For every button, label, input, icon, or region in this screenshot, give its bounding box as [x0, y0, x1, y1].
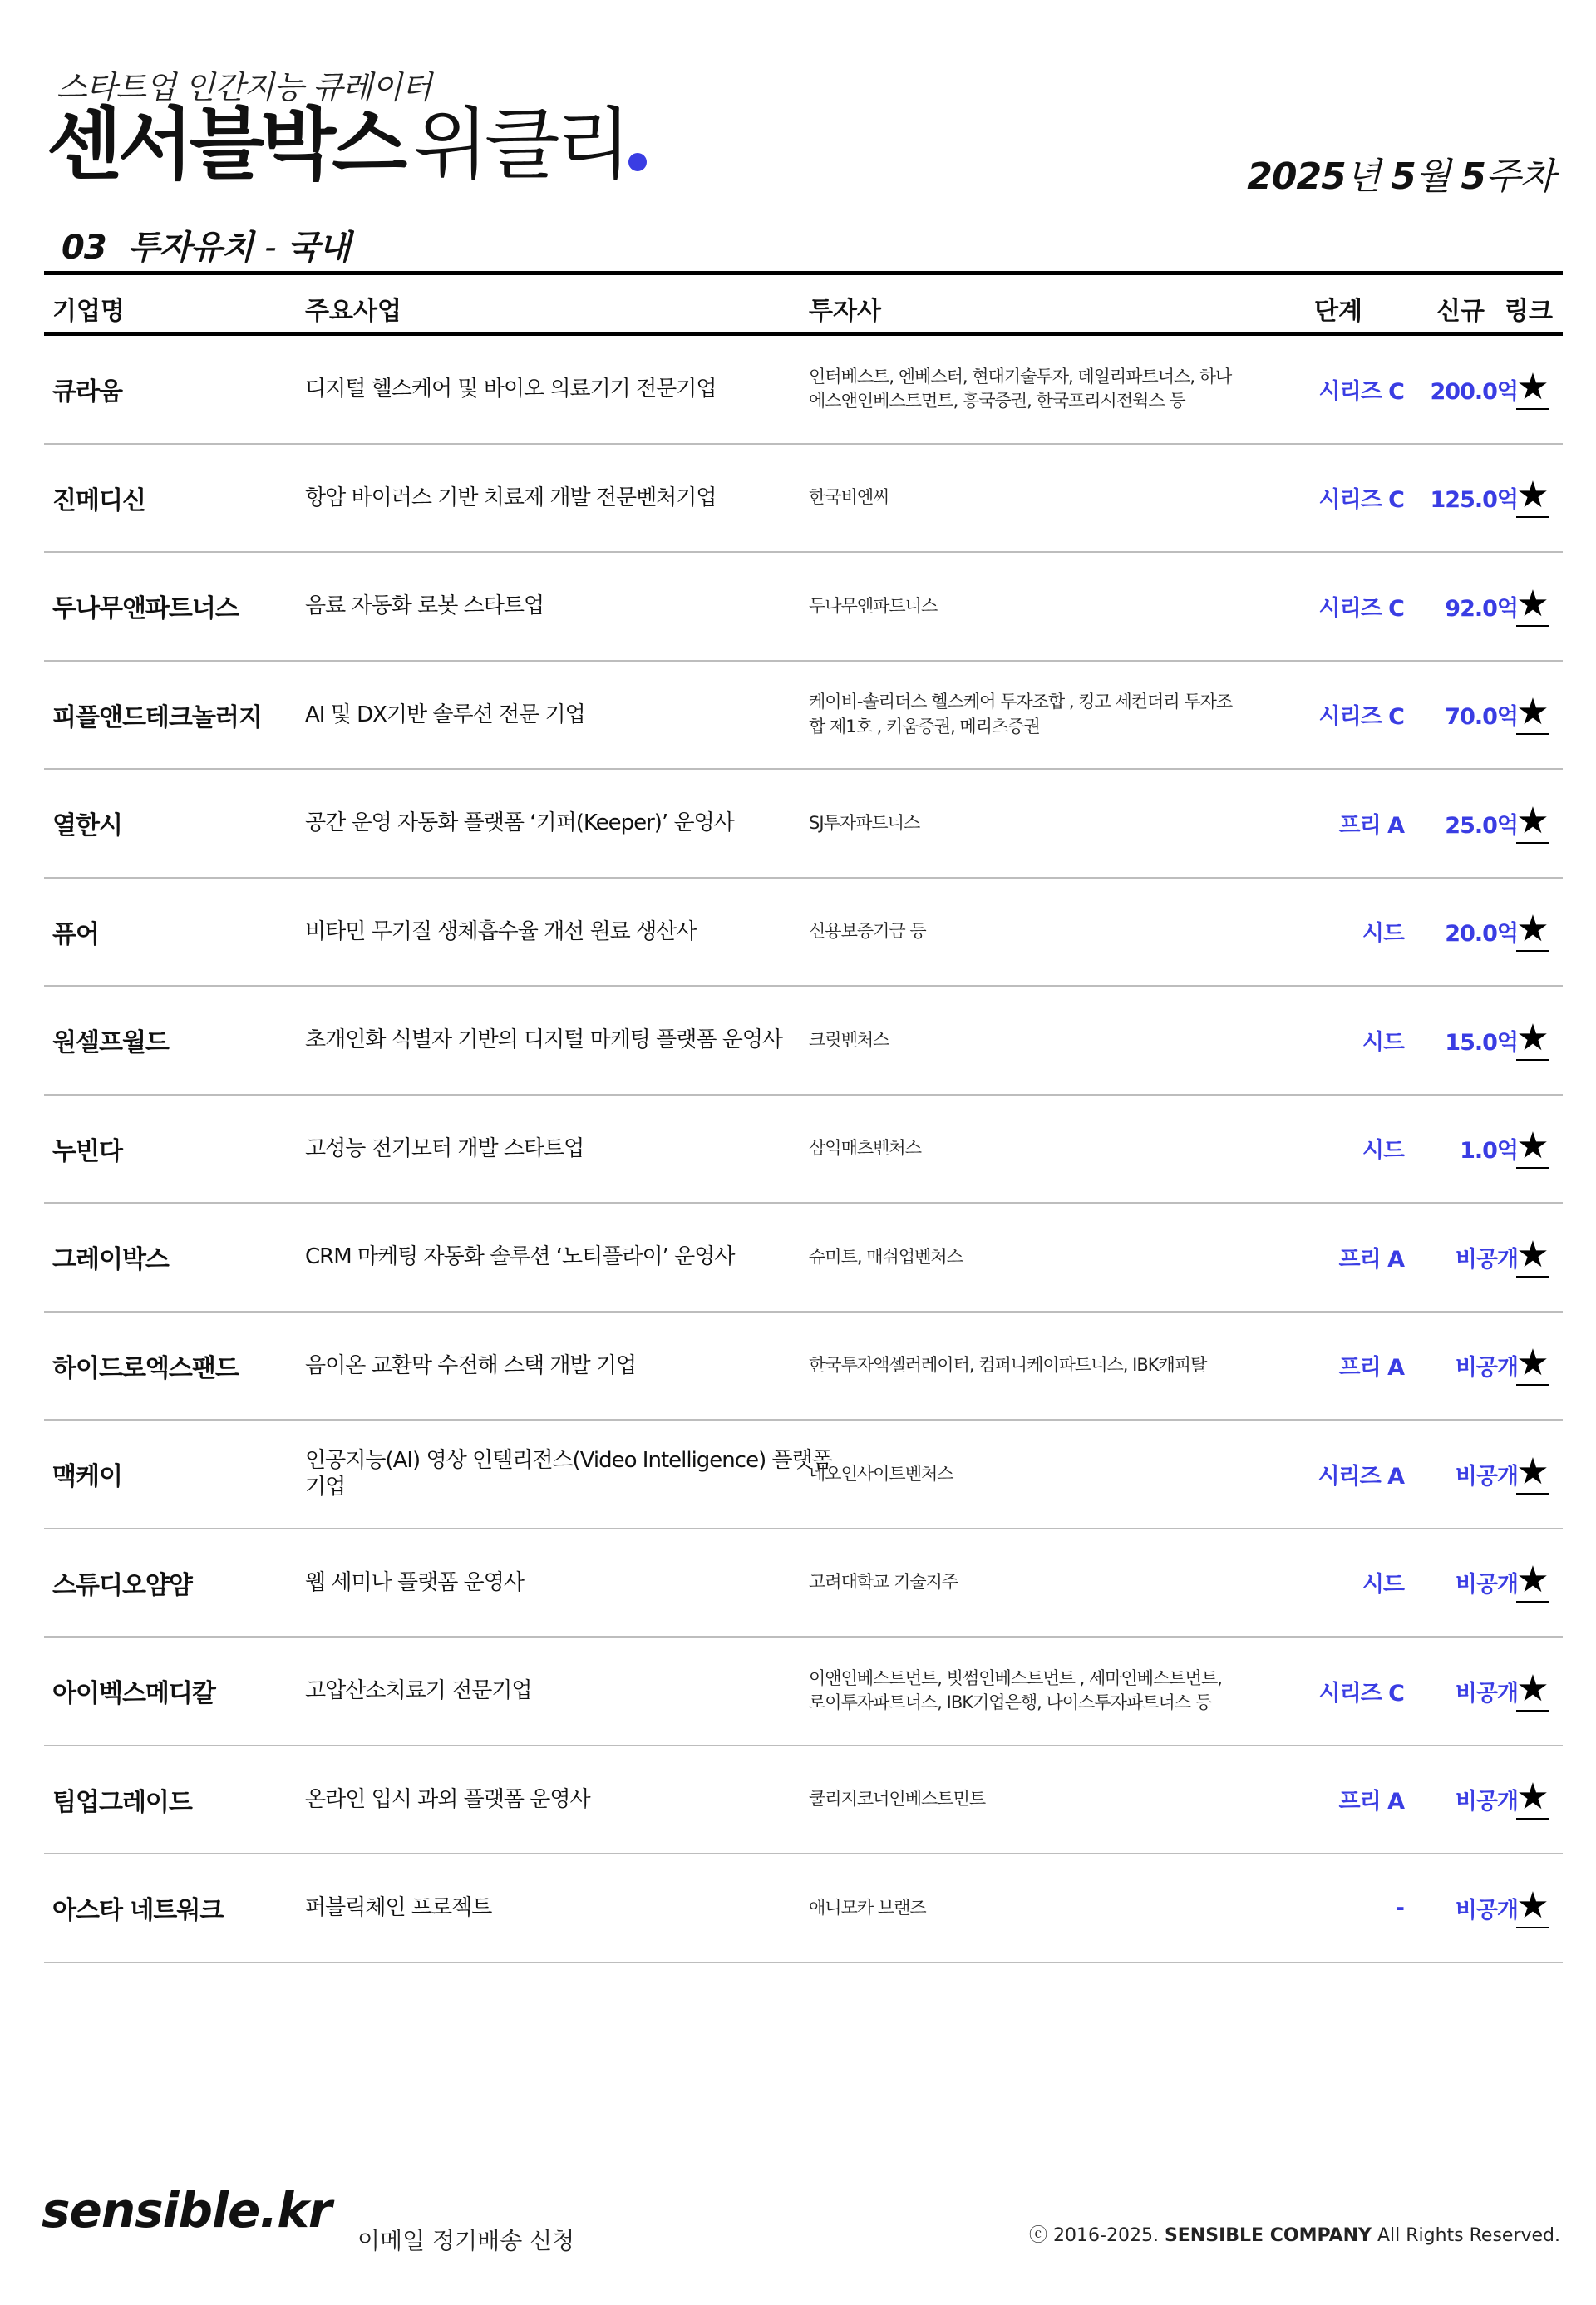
- investment-amount-text: 비공개: [1455, 1680, 1518, 1707]
- investment-amount: [1407, 445, 1518, 552]
- brand-dot-icon: [628, 153, 647, 171]
- business-description-text: 항암 바이러스 기반 치료제 개발 전문벤처기업: [305, 485, 717, 510]
- star-icon[interactable]: ★: [1516, 1667, 1549, 1710]
- table-row: [44, 1638, 1563, 1746]
- company-name-text: 큐라움: [52, 377, 122, 407]
- investment-amount-text: 비공개: [1455, 1463, 1518, 1490]
- business-description-text: 고성능 전기모터 개발 스타트업: [305, 1135, 584, 1161]
- link-cell: [1512, 770, 1554, 877]
- investment-stage: [1233, 662, 1404, 769]
- investment-amount-text: 비공개: [1455, 1572, 1518, 1598]
- investment-stage-text: 시드: [1362, 1029, 1404, 1056]
- business-description-text: CRM 마케팅 자동화 솔루션 ‘노티플라이’ 운영사: [305, 1244, 735, 1269]
- table-body: [44, 336, 1563, 1963]
- star-icon[interactable]: ★: [1516, 474, 1549, 517]
- investors-text: SJ투자파트너스: [809, 812, 920, 833]
- business-description-text: 인공지능(AI) 영상 인텔리전스(Video Intelligence) 플랫폼 기업: [305, 1447, 832, 1500]
- business-description-text: 공간 운영 자동화 플랫폼 ‘키퍼(Keeper)’ 운영사: [305, 810, 734, 835]
- investment-stage-text: 프리 A: [1338, 1789, 1404, 1815]
- investment-stage-text: 시드: [1362, 921, 1404, 948]
- table-row: [44, 1204, 1563, 1313]
- section-title: 투자유치: [127, 229, 254, 267]
- company-name: [52, 1746, 302, 1854]
- investment-amount: [1407, 1746, 1518, 1854]
- company-name: [52, 1096, 302, 1203]
- business-description: [305, 1638, 837, 1745]
- business-description: [305, 336, 837, 443]
- column-header-company: 기업명: [52, 297, 125, 326]
- investors: [809, 445, 1241, 552]
- business-description-text: 웹 세미나 플랫폼 운영사: [305, 1569, 524, 1595]
- week-month: 5: [1391, 155, 1416, 198]
- company-name-text: 열한시: [52, 811, 122, 841]
- business-description: [305, 1096, 837, 1203]
- investors-text: 신용보증기금 등: [809, 921, 926, 942]
- investors-text: 이앤인베스트먼트, 빗썸인베스트먼트 , 세마인베스트먼트, 로이투자파트너스, IBK기업은행, 나이스투자파트너스 등: [809, 1667, 1222, 1713]
- investment-amount: [1407, 1096, 1518, 1203]
- investment-stage: [1233, 987, 1404, 1094]
- business-description: [305, 1854, 837, 1962]
- star-icon[interactable]: ★: [1516, 1342, 1549, 1385]
- copyright: [1029, 2221, 1560, 2247]
- investment-stage: [1233, 1529, 1404, 1637]
- investment-amount: [1407, 770, 1518, 877]
- investors: [809, 1096, 1241, 1203]
- investment-amount-text: 비공개: [1455, 1246, 1518, 1273]
- investment-amount-text: 1.0억: [1460, 1138, 1518, 1165]
- link-cell: [1512, 1854, 1554, 1962]
- investment-amount: [1407, 662, 1518, 769]
- investment-amount-text: 15.0억: [1445, 1029, 1518, 1056]
- table-row: [44, 1746, 1563, 1855]
- investors-text: 삼익매츠벤처스: [809, 1138, 922, 1159]
- investors: [809, 770, 1241, 877]
- brand-title: [47, 100, 647, 190]
- week-month-suffix: 월: [1415, 155, 1461, 198]
- investment-stage-text: 시리즈 C: [1318, 1680, 1404, 1707]
- investors: [809, 1638, 1241, 1745]
- link-cell: [1512, 1421, 1554, 1528]
- investment-stage-text: 시리즈 C: [1318, 595, 1404, 622]
- star-icon[interactable]: ★: [1516, 1016, 1549, 1059]
- investment-stage: [1233, 336, 1404, 443]
- table-row: [44, 553, 1563, 662]
- column-header-link: 링크: [1505, 297, 1553, 326]
- table-row: [44, 1421, 1563, 1529]
- business-description: [305, 1421, 837, 1528]
- company-name: [52, 770, 302, 877]
- table-row: [44, 445, 1563, 554]
- investment-stage: [1233, 445, 1404, 552]
- business-description: [305, 770, 837, 877]
- link-cell: [1512, 1313, 1554, 1420]
- investors: [809, 553, 1241, 660]
- business-description-text: 초개인화 식별자 기반의 디지털 마케팅 플랫폼 운영사: [305, 1027, 783, 1052]
- company-name: [52, 662, 302, 769]
- business-description: [305, 553, 837, 660]
- investors-text: 쿨리지코너인베스트먼트: [809, 1789, 986, 1810]
- week-number: 5: [1461, 155, 1485, 198]
- investment-stage: [1233, 1854, 1404, 1962]
- investment-amount-text: 비공개: [1455, 1897, 1518, 1923]
- investment-amount-text: 비공개: [1455, 1355, 1518, 1382]
- investment-amount: [1407, 987, 1518, 1094]
- investors-text: 네오인사이트벤처스: [809, 1463, 953, 1484]
- investment-stage-text: 프리 A: [1338, 1246, 1404, 1273]
- star-icon[interactable]: ★: [1516, 1884, 1549, 1927]
- table-row: [44, 336, 1563, 445]
- company-name: [52, 1313, 302, 1420]
- business-description: [305, 1313, 837, 1420]
- table-row: [44, 1313, 1563, 1421]
- business-description-text: 고압산소치료기 전문기업: [305, 1678, 532, 1703]
- investment-amount-text: 20.0억: [1445, 921, 1518, 948]
- column-header-amount: 신규: [1436, 297, 1485, 326]
- business-description-text: 온라인 입시 과외 플랫폼 운영사: [305, 1786, 590, 1812]
- section-dash: -: [264, 229, 276, 267]
- link-cell: [1512, 1529, 1554, 1637]
- star-icon[interactable]: ★: [1516, 1559, 1549, 1602]
- investment-amount-text: 비공개: [1455, 1789, 1518, 1815]
- copyright-prefix: ⓒ 2016-2025.: [1029, 2225, 1159, 2246]
- link-cell: [1512, 336, 1554, 443]
- company-name: [52, 987, 302, 1094]
- copyright-company: SENSIBLE COMPANY: [1164, 2225, 1372, 2246]
- investors: [809, 662, 1241, 769]
- tagline: 스타트업 인간지능 큐레이터: [57, 69, 431, 106]
- investment-amount-text: 25.0억: [1445, 812, 1518, 839]
- star-icon[interactable]: ★: [1516, 1125, 1549, 1168]
- investment-stage: [1233, 1313, 1404, 1420]
- investment-stage: [1233, 879, 1404, 986]
- investment-stage: [1233, 1638, 1404, 1745]
- investment-stage-text: 시드: [1362, 1572, 1404, 1598]
- investment-amount: [1407, 1204, 1518, 1311]
- star-icon[interactable]: ★: [1516, 1776, 1549, 1819]
- link-cell: [1512, 987, 1554, 1094]
- link-cell: [1512, 553, 1554, 660]
- investors: [809, 336, 1241, 443]
- investors-text: 고려대학교 기술지주: [809, 1572, 958, 1593]
- company-name-text: 스튜디오얌얌: [52, 1570, 192, 1600]
- table-row: [44, 879, 1563, 988]
- company-name: [52, 553, 302, 660]
- company-name-text: 하이드로엑스팬드: [52, 1353, 239, 1383]
- investment-stage-text: 시리즈 C: [1318, 487, 1404, 514]
- business-description: [305, 879, 837, 986]
- company-name-text: 진메디신: [52, 485, 145, 515]
- business-description: [305, 987, 837, 1094]
- column-header-investors: 투자사: [809, 297, 881, 326]
- investment-amount: [1407, 1529, 1518, 1637]
- investors: [809, 1529, 1241, 1637]
- investors: [809, 1746, 1241, 1854]
- investors: [809, 1204, 1241, 1311]
- business-description-text: AI 및 DX기반 솔루션 전문 기업: [305, 702, 585, 727]
- company-name: [52, 1854, 302, 1962]
- investment-stage: [1233, 1204, 1404, 1311]
- star-icon[interactable]: ★: [1516, 691, 1549, 734]
- investment-stage: [1233, 770, 1404, 877]
- section-number: 03: [62, 229, 106, 267]
- subscribe-link[interactable]: 이메일 정기배송 신청: [357, 2227, 575, 2254]
- investors-text: 케이비-솔리더스 헬스케어 투자조합 , 킹고 세컨더리 투자조합 제1호 , 키움증권, 메리츠증권: [809, 692, 1233, 736]
- company-name-text: 아이벡스메디칼: [52, 1679, 215, 1709]
- business-description-text: 퍼블릭체인 프로젝트: [305, 1895, 492, 1920]
- investors-text: 애니모카 브랜즈: [809, 1897, 926, 1918]
- investment-stage-text: 시리즈 C: [1318, 704, 1404, 731]
- star-icon[interactable]: ★: [1516, 365, 1549, 408]
- business-description-text: 음료 자동화 로봇 스타트업: [305, 593, 544, 618]
- business-description-text: 디지털 헬스케어 및 바이오 의료기기 전문기업: [305, 377, 717, 401]
- investment-stage-text: 시리즈 A: [1318, 1463, 1404, 1490]
- investment-stage-text: 프리 A: [1338, 812, 1404, 839]
- investors: [809, 1313, 1241, 1420]
- company-name: [52, 879, 302, 986]
- investment-amount: [1407, 1638, 1518, 1745]
- copyright-suffix: All Rights Reserved.: [1377, 2225, 1560, 2246]
- investment-stage: [1233, 1746, 1404, 1854]
- business-description: [305, 445, 837, 552]
- investment-amount-text: 92.0억: [1445, 595, 1518, 622]
- investors: [809, 879, 1241, 986]
- brand-bold: 센서블박스: [47, 100, 404, 190]
- investors: [809, 1421, 1241, 1528]
- investment-stage: [1233, 553, 1404, 660]
- table-row: [44, 770, 1563, 879]
- star-icon[interactable]: ★: [1516, 1450, 1549, 1493]
- investment-amount-text: 125.0억: [1430, 487, 1518, 514]
- week-number-suffix: 주차: [1485, 155, 1554, 198]
- link-cell: [1512, 1204, 1554, 1311]
- company-name-text: 아스타 네트워크: [52, 1896, 224, 1926]
- investment-amount: [1407, 1854, 1518, 1962]
- investment-amount: [1407, 1313, 1518, 1420]
- company-name-text: 팀업그레이드: [52, 1787, 192, 1817]
- investment-amount: [1407, 1421, 1518, 1528]
- business-description-text: 비타민 무기질 생체흡수율 개선 원료 생산사: [305, 919, 697, 944]
- investment-stage: [1233, 1421, 1404, 1528]
- link-cell: [1512, 1096, 1554, 1203]
- business-description: [305, 1529, 837, 1637]
- star-icon[interactable]: ★: [1516, 582, 1549, 625]
- investment-amount-text: 200.0억: [1430, 378, 1518, 405]
- investment-amount: [1407, 879, 1518, 986]
- investment-amount: [1407, 553, 1518, 660]
- business-description: [305, 1746, 837, 1854]
- business-description: [305, 1204, 837, 1311]
- investors-text: 슈미트, 매쉬업벤처스: [809, 1246, 963, 1267]
- investors-text: 크릿벤처스: [809, 1029, 889, 1050]
- company-name: [52, 1638, 302, 1745]
- company-name: [52, 336, 302, 443]
- section-subtitle: 국내: [287, 229, 350, 267]
- week-year-suffix: 년: [1345, 155, 1392, 198]
- brand-light: 위클리: [413, 100, 628, 190]
- company-name-text: 그레이박스: [52, 1245, 169, 1275]
- company-name-text: 두나무앤파트너스: [52, 594, 239, 624]
- column-header-stage: 단계: [1314, 297, 1362, 326]
- investment-amount: [1407, 336, 1518, 443]
- investment-stage: [1233, 1096, 1404, 1203]
- investors-text: 인터베스트, 엔베스터, 현대기술투자, 데일리파트너스, 하나에스앤인베스트먼트, 흥국증권, 한국프리시전웍스 등: [809, 366, 1232, 411]
- link-cell: [1512, 1638, 1554, 1745]
- investment-amount-text: 70.0억: [1445, 704, 1518, 731]
- investors-text: 두나무앤파트너스: [809, 595, 938, 616]
- company-name-text: 퓨어: [52, 919, 99, 949]
- company-name-text: 맥케이: [52, 1462, 122, 1492]
- section-heading: [62, 221, 350, 268]
- investors-text: 한국투자액셀러레이터, 컴퍼니케이파트너스, IBK캐피탈: [809, 1355, 1207, 1376]
- company-name: [52, 1421, 302, 1528]
- table-row: [44, 1529, 1563, 1638]
- business-description: [305, 662, 837, 769]
- investors: [809, 1854, 1241, 1962]
- company-name-text: 누빈다: [52, 1136, 122, 1166]
- investors: [809, 987, 1241, 1094]
- star-icon[interactable]: ★: [1516, 908, 1549, 951]
- investors-text: 한국비엔씨: [809, 487, 889, 508]
- table-header: [44, 275, 1563, 336]
- table-row: [44, 987, 1563, 1096]
- investment-stage-text: 시리즈 C: [1318, 378, 1404, 405]
- table-row: [44, 1096, 1563, 1204]
- link-cell: [1512, 879, 1554, 986]
- investment-stage-text: -: [1395, 1894, 1404, 1921]
- investment-table: [44, 271, 1563, 1963]
- issue-week: [1247, 146, 1554, 199]
- week-year: 2025: [1247, 155, 1346, 198]
- investment-stage-text: 시드: [1362, 1138, 1404, 1165]
- link-cell: [1512, 445, 1554, 552]
- company-name-text: 원셀프월드: [52, 1028, 169, 1058]
- table-row: [44, 1854, 1563, 1963]
- company-name: [52, 445, 302, 552]
- company-name: [52, 1529, 302, 1637]
- star-icon[interactable]: ★: [1516, 799, 1549, 842]
- business-description-text: 음이온 교환막 수전해 스택 개발 기업: [305, 1352, 637, 1378]
- link-cell: [1512, 662, 1554, 769]
- star-icon[interactable]: ★: [1516, 1233, 1549, 1276]
- investment-stage-text: 프리 A: [1338, 1355, 1404, 1382]
- footer-logo[interactable]: sensible.kr: [42, 2182, 332, 2239]
- company-name: [52, 1204, 302, 1311]
- company-name-text: 피플앤드테크놀러지: [52, 702, 262, 732]
- link-cell: [1512, 1746, 1554, 1854]
- table-row: [44, 662, 1563, 771]
- column-header-business: 주요사업: [305, 297, 401, 326]
